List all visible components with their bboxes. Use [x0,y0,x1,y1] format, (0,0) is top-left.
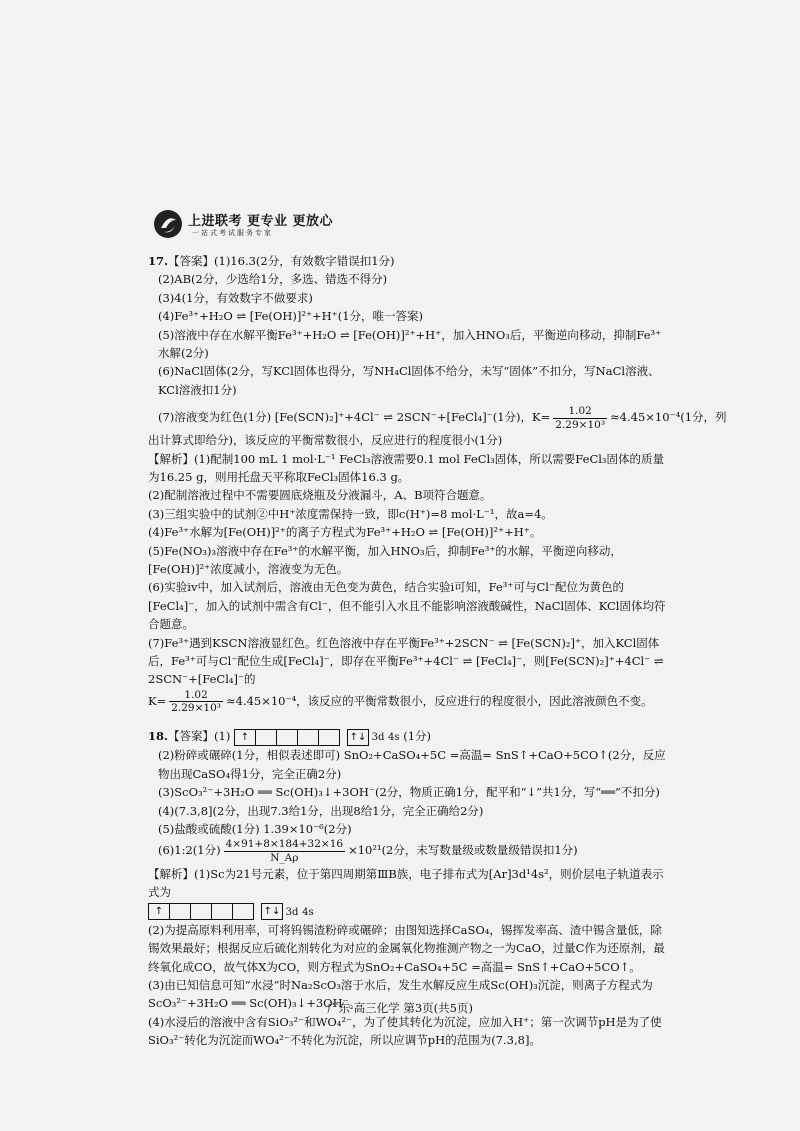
analysis-line: (3)三组实验中的试剂②中H⁺浓度需保持一致，即c(H⁺)=8 mol·L⁻¹，故a=4。 [148,506,553,521]
orbital-diagram [148,902,314,921]
orbital-box: ↑ [234,729,256,746]
fraction-numerator: 1.02 [169,689,223,703]
question-number: 18. [148,728,169,743]
orbital-label-3d: 3d [285,906,299,918]
answer-line: (3)4(1分，有效数字不做要求) [158,290,313,305]
answer-line: 出计算式即给分)，该反应的平衡常数很小，反应进行的程度很小(1分) [148,433,503,448]
analysis-k-line [148,689,668,715]
analysis-line: 【解析】(1)Sc为21号元素，位于第四周期第ⅢB族，电子排布式为[Ar]3d¹4s²，则价层电子轨道表示式为 [148,866,664,899]
orbital-diagram [234,727,400,746]
orbital-box: ↑ [148,903,170,920]
analysis-line: (5)Fe(NO₃)₃溶液中存在Fe³⁺的水解平衡，加入HNO₃后，抑制Fe³⁺的水解，平衡逆向移动，[Fe(OH)]²⁺浓度减小，溶液变为无色。 [148,543,622,577]
fraction [224,838,345,864]
equation-text: (7)溶液变为红色(1分) [Fe(SCN)₂]⁺+4Cl⁻ ⇌ 2SCN⁻+[FeCl₄]⁻(1分)，K= [158,410,551,425]
answer-line: (3)ScO₃²⁻+3H₂O ══ Sc(OH)₃↓+3OH⁻(2分，物质正确1分，配平和“↓”共1分，写“══”不扣分) [158,785,660,800]
orbital-box [232,903,254,920]
answer-line-7 [148,405,727,431]
orbital-box [211,903,233,920]
orbital-box [297,729,319,746]
brand-logo-icon [152,208,184,240]
analysis-line: (3)由已知信息可知“水浸”时Na₂ScO₃溶于水后，发生水解反应生成Sc(OH)₃沉淀，则离子方程式为ScO₃²⁻+3H₂O ══ Sc(OH)₃↓+3OH⁻。 [148,978,653,1011]
fraction [553,405,607,431]
fraction-denominator: 2.29×10³ [171,702,221,715]
analysis-line: (2)为提高原料利用率，可将钨锡渣粉碎或碾碎；由图知选择CaSO₄，锡挥发率高、渣中锡含量低，除锡效果最好；根据反应后硫化剂转化为对应的金属氧化物推测产物之一为CaO，过量C作为还原剂，最终氧化成CO，故气体X为CO，则方程式为SnO₂+CaSO₄+5C =高温= SnS↑+CaO+5CO↑。 [148,922,665,974]
orbital-box [276,729,298,746]
answer-line: (5)盐酸或硫酸(1分) 1.39×10⁻⁶(2分) [158,822,352,837]
analysis-orbital-line [148,901,668,921]
answer-body [148,252,727,1050]
analysis-line: (4)水浸后的溶液中含有SiO₃²⁻和WO₄²⁻，为了使其转化为沉淀，应加入H⁺；第一次调节pH是为了使SiO₃²⁻转化为沉淀而WO₄²⁻不转化为沉淀，所以应调节pH的范围为(7.3,8]。 [148,1014,662,1048]
answer-text: (1分) [403,728,431,743]
analysis-line: 【解析】(1)配制100 mL 1 mol·L⁻¹ FeCl₃溶液需要0.1 mol FeCl₃固体，所以需要FeCl₃固体的质量为16.25 g，则用托盘天平称取FeCl₃固体16.3 g。 [148,451,665,485]
answer-text: 【答案】(1) [168,728,231,743]
orbital-box [169,903,191,920]
orbital-label-3d: 3d [371,732,385,744]
answer-text: ×10²¹(2分，未写数量级或数量级错误扣1分) [348,843,578,858]
question-number: 17. [148,254,169,268]
page-footer: 广东·高三化学 第3页(共5页) [327,1001,473,1015]
answer-line: (2)AB(2分，少选给1分，多选、错选不得分) [158,272,388,287]
analysis-line: (6)实验iv中，加入试剂后，溶液由无色变为黄色，结合实验i可知，Fe³⁺可与Cl⁻配位为黄色的[FeCl₄]⁻，加入的试剂中需含有Cl⁻，但不能引入水且不能影响溶液酸碱性，NaCl固体、KCl固体均符合题意。 [148,580,666,632]
orbital-box: ↑↓ [261,903,283,920]
answer-line-1 [148,727,668,747]
fraction [169,689,223,715]
fraction-numerator: 1.02 [553,405,607,419]
fraction-denominator: 2.29×10³ [555,418,606,431]
brand-slogan: 上进联考 更专业 更放心 [188,214,334,229]
fraction-denominator: N_Aρ [270,852,299,865]
answer-line-6 [148,838,668,864]
answer-line: (2)粉碎或碾碎(1分，相似表述即可) SnO₂+CaSO₄+5C =高温= SnS↑+CaO+5CO↑(2分，反应物出现CaSO₄得1分，完全正确2分) [158,748,666,781]
answer-line: (4)Fe³⁺+H₂O ⇌ [Fe(OH)]²⁺+H⁺(1分，唯一答案) [158,309,424,324]
orbital-box [318,729,340,746]
question-17 [148,252,727,715]
answer-line: (4)(7.3,8](2分，出现7.3给1分，出现8给1分，完全正确给2分) [158,803,484,818]
orbital-box [190,903,212,920]
answer-line: (5)溶液中存在水解平衡Fe³⁺+H₂O ⇌ [Fe(OH)]²⁺+H⁺，加入HNO₃后，平衡逆向移动，抑制Fe³⁺水解(2分) [158,327,662,360]
equation-text: ≈4.45×10⁻⁴(1分，列 [610,410,727,425]
equation-text: K= [148,693,167,708]
brand-tagline: 一站式考试服务专家 [192,229,273,237]
answer-text: (6)1:2(1分) [158,843,221,858]
page-header [152,208,334,240]
orbital-box [255,729,277,746]
analysis-line: (7)Fe³⁺遇到KSCN溶液显红色。红色溶液中存在平衡Fe³⁺+2SCN⁻ ⇌ [Fe(SCN)₂]⁺，加入KCl固体后，Fe³⁺可与Cl⁻配位生成[FeCl₄]⁻，即存在平衡Fe³⁺+4Cl⁻ ⇌ [FeCl₄]⁻，则[Fe(SCN)₂]⁺+4Cl⁻ ⇌ 2SCN⁻+[FeCl₄]⁻的 [148,635,664,687]
analysis-line: (4)Fe³⁺水解为[Fe(OH)]²⁺的离子方程式为Fe³⁺+H₂O ⇌ [Fe(OH)]²⁺+H⁺。 [148,525,542,540]
analysis-line: (2)配制溶液过程中不需要圆底烧瓶及分液漏斗，A、B项符合题意。 [148,488,492,503]
fraction-numerator: 4×91+8×184+32×16 [225,838,344,851]
equation-text: ≈4.45×10⁻⁴，该反应的平衡常数很小，反应进行的程度很小，因此溶液颜色不变。 [225,693,653,708]
answer-line: 【答案】(1)16.3(2分，有效数字错误扣1分) [168,254,395,268]
orbital-label-4s: 4s [388,732,400,744]
orbital-box: ↑↓ [347,729,369,746]
orbital-label-4s: 4s [302,906,314,918]
answer-line: (6)NaCl固体(2分，写KCl固体也得分，写NH₄Cl固体不给分，未写“固体”不扣分，写NaCl溶液、KCl溶液扣1分) [158,364,660,397]
